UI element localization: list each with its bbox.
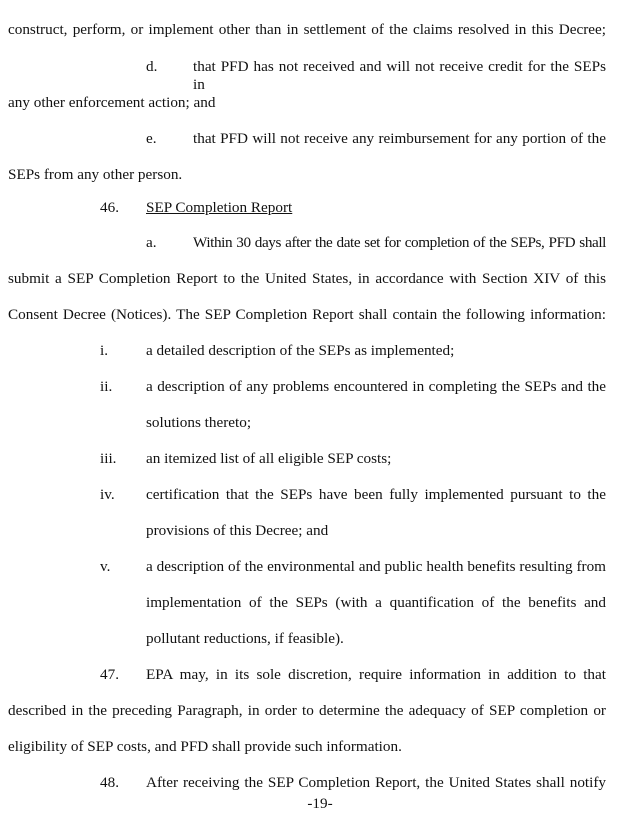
item-marker-iii: iii.	[100, 450, 117, 467]
text-line: described in the preceding Paragraph, in order to determine the adequacy of SEP completion or	[8, 702, 606, 719]
item-marker-a: a.	[146, 234, 157, 251]
page-number: -19-	[307, 795, 333, 812]
text-line: construct, perform, or implement other than in settlement of the claims resolved in this Decree;	[8, 21, 606, 38]
text-line: solutions thereto;	[146, 414, 252, 431]
text-line: that PFD will not receive any reimbursement for any portion of the	[193, 130, 606, 147]
item-marker-d: d.	[146, 58, 158, 75]
paragraph-number-47: 47.	[100, 666, 119, 683]
paragraph-number-46: 46.	[100, 199, 119, 216]
text-line: eligibility of SEP costs, and PFD shall provide such information.	[8, 738, 402, 755]
text-line: any other enforcement action; and	[8, 94, 216, 111]
item-marker-v: v.	[100, 558, 111, 575]
item-marker-e: e.	[146, 130, 157, 147]
text-line: implementation of the SEPs (with a quantification of the benefits and	[146, 594, 606, 611]
text-line: SEPs from any other person.	[8, 166, 183, 183]
text-line: provisions of this Decree; and	[146, 522, 329, 539]
text-line: Consent Decree (Notices). The SEP Completion Report shall contain the following information:	[8, 306, 606, 323]
text-line: certification that the SEPs have been fully implemented pursuant to the	[146, 486, 606, 503]
paragraph-number-48: 48.	[100, 774, 119, 791]
text-line: EPA may, in its sole discretion, require information in addition to that	[146, 666, 606, 683]
text-line: submit a SEP Completion Report to the United States, in accordance with Section XIV of this	[8, 270, 606, 287]
text-line: pollutant reductions, if feasible).	[146, 630, 344, 647]
text-line: Within 30 days after the date set for completion of the SEPs, PFD shall	[193, 234, 606, 251]
section-heading: SEP Completion Report	[146, 199, 293, 216]
item-marker-ii: ii.	[100, 378, 113, 395]
text-line: After receiving the SEP Completion Report, the United States shall notify	[146, 774, 606, 791]
text-line: an itemized list of all eligible SEP costs;	[146, 450, 392, 467]
text-line: a description of the environmental and public health benefits resulting from	[146, 558, 606, 575]
item-marker-iv: iv.	[100, 486, 115, 503]
item-marker-i: i.	[100, 342, 109, 359]
text-line: a detailed description of the SEPs as implemented;	[146, 342, 455, 359]
text-line: that PFD has not received and will not receive credit for the SEPs in	[193, 58, 606, 93]
text-line: a description of any problems encountered in completing the SEPs and the	[146, 378, 606, 395]
